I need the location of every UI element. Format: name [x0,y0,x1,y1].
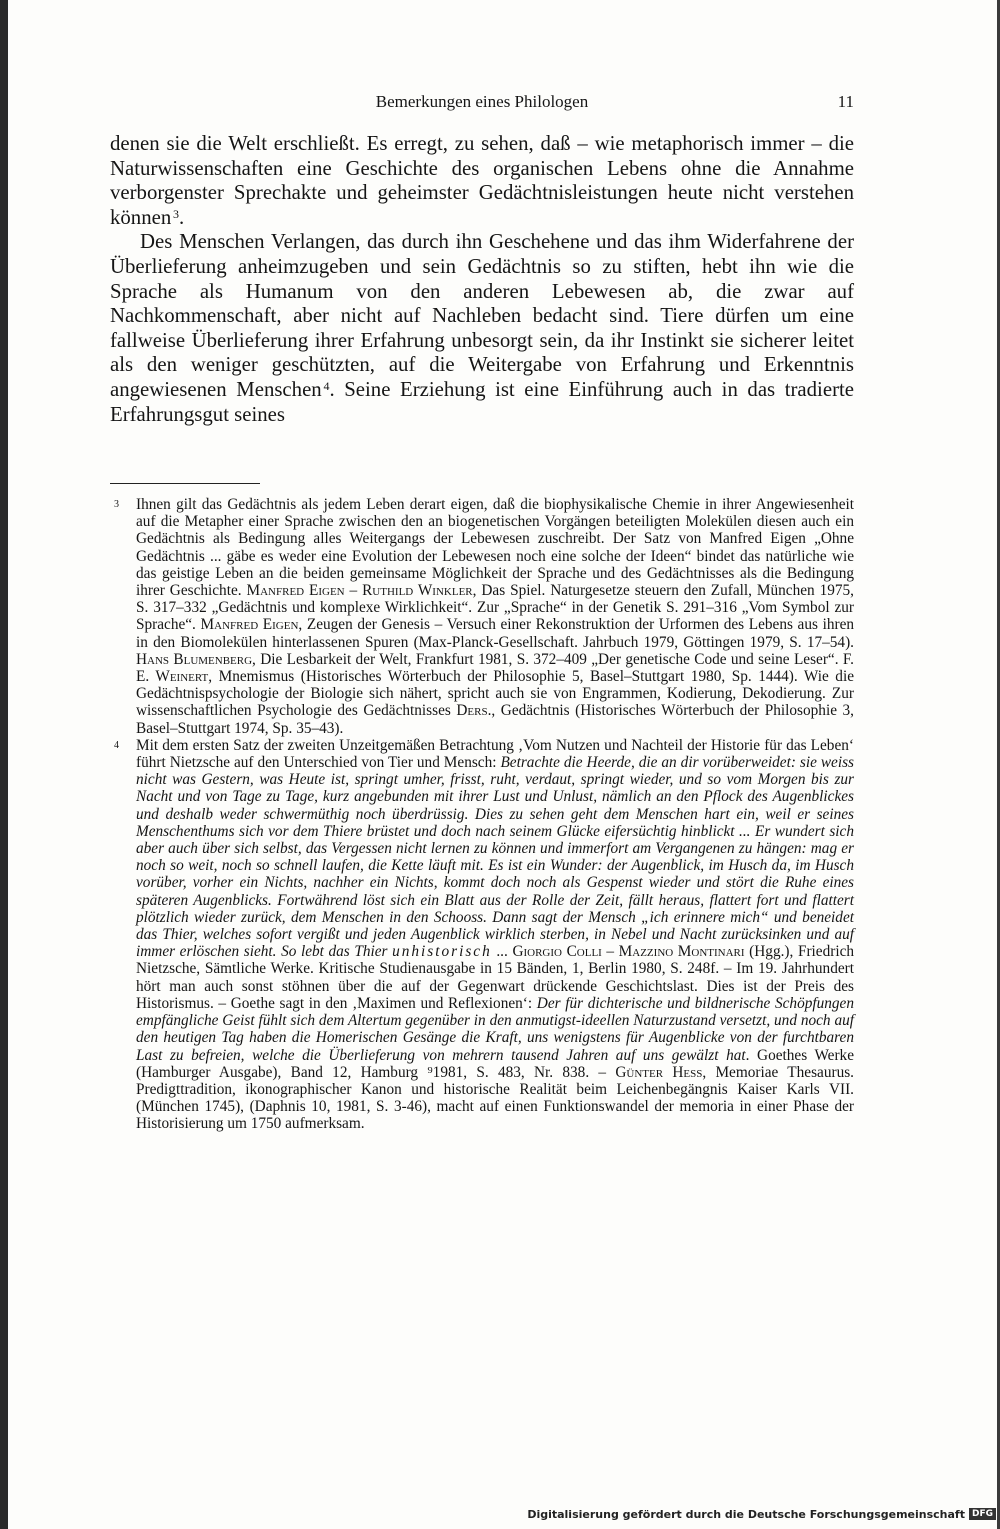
fn4-text-5: , Memoriae Thesaurus. Predigttradition, ikonographischer Kanon und historische Realität beim Leichenbegängnis Kaiser Karls VII. (München 1745), (Daphnis 10, 1981, S. 3-46), macht auf einen Funktionswandel der memoria in einer Phase der Historisierung um 1750 aufmerksam. [136,1063,855,1133]
fn3-author-2: Manfred Eigen [200,616,299,634]
fn3-text-4: , Die Lesbarkeit der Welt, Frankfurt 1981, S. 372–409 „Der genetische Code und seine Leser“. [252,650,839,668]
footnote-ref-4: 4 [323,378,330,393]
fn4-text-4: . Goethes Werke (Hamburger Ausgabe), Band 12, Hamburg ⁹1981, S. 483, Nr. 838. – [136,1046,854,1081]
fn3-author-1: Manfred Eigen – Ruthild Winkler [246,582,473,600]
footnote-rule [110,483,260,484]
footnote-ref-3: 3 [172,206,179,221]
fn4-text-1: Mit dem ersten Satz der zweiten Unzeitgemäßen Betrachtung ‚Vom Nutzen und Nachteil der Historie für das Leben‘ führt Nietzsche auf den Unterschied von Tier und Mensch: [136,736,854,772]
footnote-3 [110,496,854,737]
fn3-author-4: F. E. Weinert [136,650,854,686]
fn3-text-1: Ihnen gilt das Gedächtnis als jedem Leben derart eigen, daß die biophysikalische Chemie in ihrer Angewiesenheit auf die Metapher einer Sprache zwischen den an biogenetischen Vorgängen beteiligten Molekülen diesen auch ein Gedächtnis als Bedingung alles Weitergangs der Lebewesen zuschreibt. Der Satz von Manfred Eigen „Ohne Gedächtnis ... gäbe es weder eine Evolution der Lebewesen noch eine solche der Ideen“ bindet das natürliche wie das geistige Leben an die beiden gemeinsame Möglichkeit der Sprache und des Gedächtnisses als die Bedingung ihrer Geschichte. [136,496,854,600]
fn3-author-5: Ders. [456,702,492,720]
footnote-4-number: 4 [114,739,119,751]
running-header [110,92,854,116]
fn4-quote-goethe: Der für dichterische und bildnerische Schöpfungen empfängliche Geist fühlt sich dem Altertum gegenüber in den anmutigst-ideellen Naturzustand versetzt, und noch auf den heutigen Tag haben die Homerischen Gesänge die Kraft, uns wenigstens für Augenblicke von der furchtbaren Last zu befreien, welche die Überlieferung von mehrern tausend Jahren auf uns gewälzt hat [136,994,854,1064]
digitization-footer [527,1505,996,1523]
paragraph-2-end: . Seine Erziehung ist eine Einführung auch in das tradierte Erfahrungsgut seines [110,377,854,426]
paragraph-2-text: Des Menschen Verlangen, das durch ihn Geschehene und das ihm Widerfahrene der Überlieferung anheimzugeben und sein Gedächtnis so zu stiften, hebt ihn wie die Sprache als Humanum von den anderen Lebewesen ab, die zwar auf Nachkommenschaft, aber nicht auf Nachleben bedacht sind. Tiere dürfen um eine fallweise Überlieferung ihrer Erfahrung unbesorgt sein, da ihr Instinkt sie sicherer leitet als den weniger geschützten, auf die Weitergabe von Erfahrung und Erkenntnis angewiesenen Menschen [110,230,854,401]
fn3-text-2: , Das Spiel. Naturgesetze steuern den Zufall, München 1975, S. 317–332 „Gedächtnis und komplexe Wirklichkeit“. Zur „Sprache“ in der Genetik S. 291–316 „Vom Symbol zur Sprache“. [136,582,855,634]
fn4-author-1: Giorgio Colli – Mazzino Montinari [512,943,745,961]
fn4-quote-spaced: unhistorisch [392,943,492,961]
footnote-4 [110,737,854,1133]
paragraph-1 [110,132,854,230]
digitization-credit: Digitalisierung gefördert durch die Deutsche Forschungsgemeinschaft [527,1507,965,1521]
fn4-text-3: (Hgg.), Friedrich Nietzsche, Sämtliche Werke. Kritische Studienausgabe in 15 Bänden, 1, Berlin 1980, S. 248f. – Im 19. Jahrhundert hört man auch sonst stöhnen über die auf der Gegenwart drückende Geschichtslast. Dies ist der Preis des Historismus. – Goethe sagt in den ‚Maximen und Reflexionen‘: [136,943,855,1012]
fn3-text-3: , Zeugen der Genesis – Versuch einer Rekonstruktion der Urformen des Lebens aus ihren in den Biomolekülen hinterlassenen Spuren (Max-Planck-Gesellschaft. Jahrbuch 1979, Göttingen 1979, S. 17–54). [136,616,855,651]
fn3-author-3: Hans Blumenberg [136,650,253,668]
paragraph-1-end: . [178,205,185,229]
dfg-logo: DFG [969,1508,996,1520]
running-title: Bemerkungen eines Philologen [375,92,589,111]
paragraph-2 [110,230,854,427]
paragraph-1-text: denen sie die Welt erschließt. Es erregt, zu sehen, daß – wie metaphorisch immer – die Naturwissenschaften eine Geschichte des organischen Lebens ohne die Annahme verborgenster Sprechakte und geheimster Gedächtnisleistungen heute nicht verstehen können [110,132,854,229]
scan-edge-left [0,0,8,1529]
fn4-author-2: Günter Hess [615,1063,703,1081]
footnotes [110,496,854,1133]
main-text [110,132,854,427]
footnote-3-number: 3 [114,499,119,510]
page-number: 11 [837,92,854,111]
fn3-text-6: , Gedächtnis (Historisches Wörterbuch der Philosophie 3, Basel–Stuttgart 1974, Sp. 35–43). [136,702,854,737]
fn3-text-5: , Mnemismus (Historisches Wörterbuch der Philosophie 5, Basel–Stuttgart 1980, Sp. 1444). Wie die Gedächtnispsychologie der Biologie sich nähert, spricht auch sie von Engrammen, Kodierung, Dekodierung. Zur wissenschaftlichen Psychologie des Gedächtnisses [136,668,854,720]
fn4-quote-nietzsche: Betrachte die Heerde, die an dir vorüberweidet: sie weiss nicht was Gestern, was Heute ist, springt umher, frisst, ruht, verdaut, springt wieder, und so vom Morgen bis zur Nacht und von Tage zu Tage, kurz angebunden mit ihrer Lust und Unlust, nämlich an den Pflock des Augenblickes und deshalb weder schwermüthig noch überdrüssig. Dies zu sehen geht dem Menschen hart ein, weil er seines Menschenthums sich vor dem Thiere brüstet und doch nach seinem Glücke eifersüchtig hinblickt ... Er wundert sich aber auch über sich selbst, das Vergessen nicht lernen zu können und immerfort am Vergangenen zu hängen: mag er noch so weit, noch so schnell laufen, die Kette läuft mit. Es ist ein Wunder: der Augenblick, im Husch da, im Husch vorüber, vorher ein Nichts, nachher ein Nichts, kommt doch noch als Gespenst wieder und stört die Ruhe eines späteren Augenblicks. Fortwährend löst sich ein Blatt aus der Rolle der Zeit, fällt heraus, flattert fort und flattert plötzlich wieder zurück, dem Menschen in den Schooss. Dann sagt der Mensch „ich erinnere mich“ und beneidet das Thier, welches sofort vergißt und jeden Augenblick wirklich sterben, in Nebel und Nacht zurücksinken und auf immer erlöschen sieht. So lebt das Thier [136,754,854,961]
fn4-text-2: ... [491,943,508,961]
